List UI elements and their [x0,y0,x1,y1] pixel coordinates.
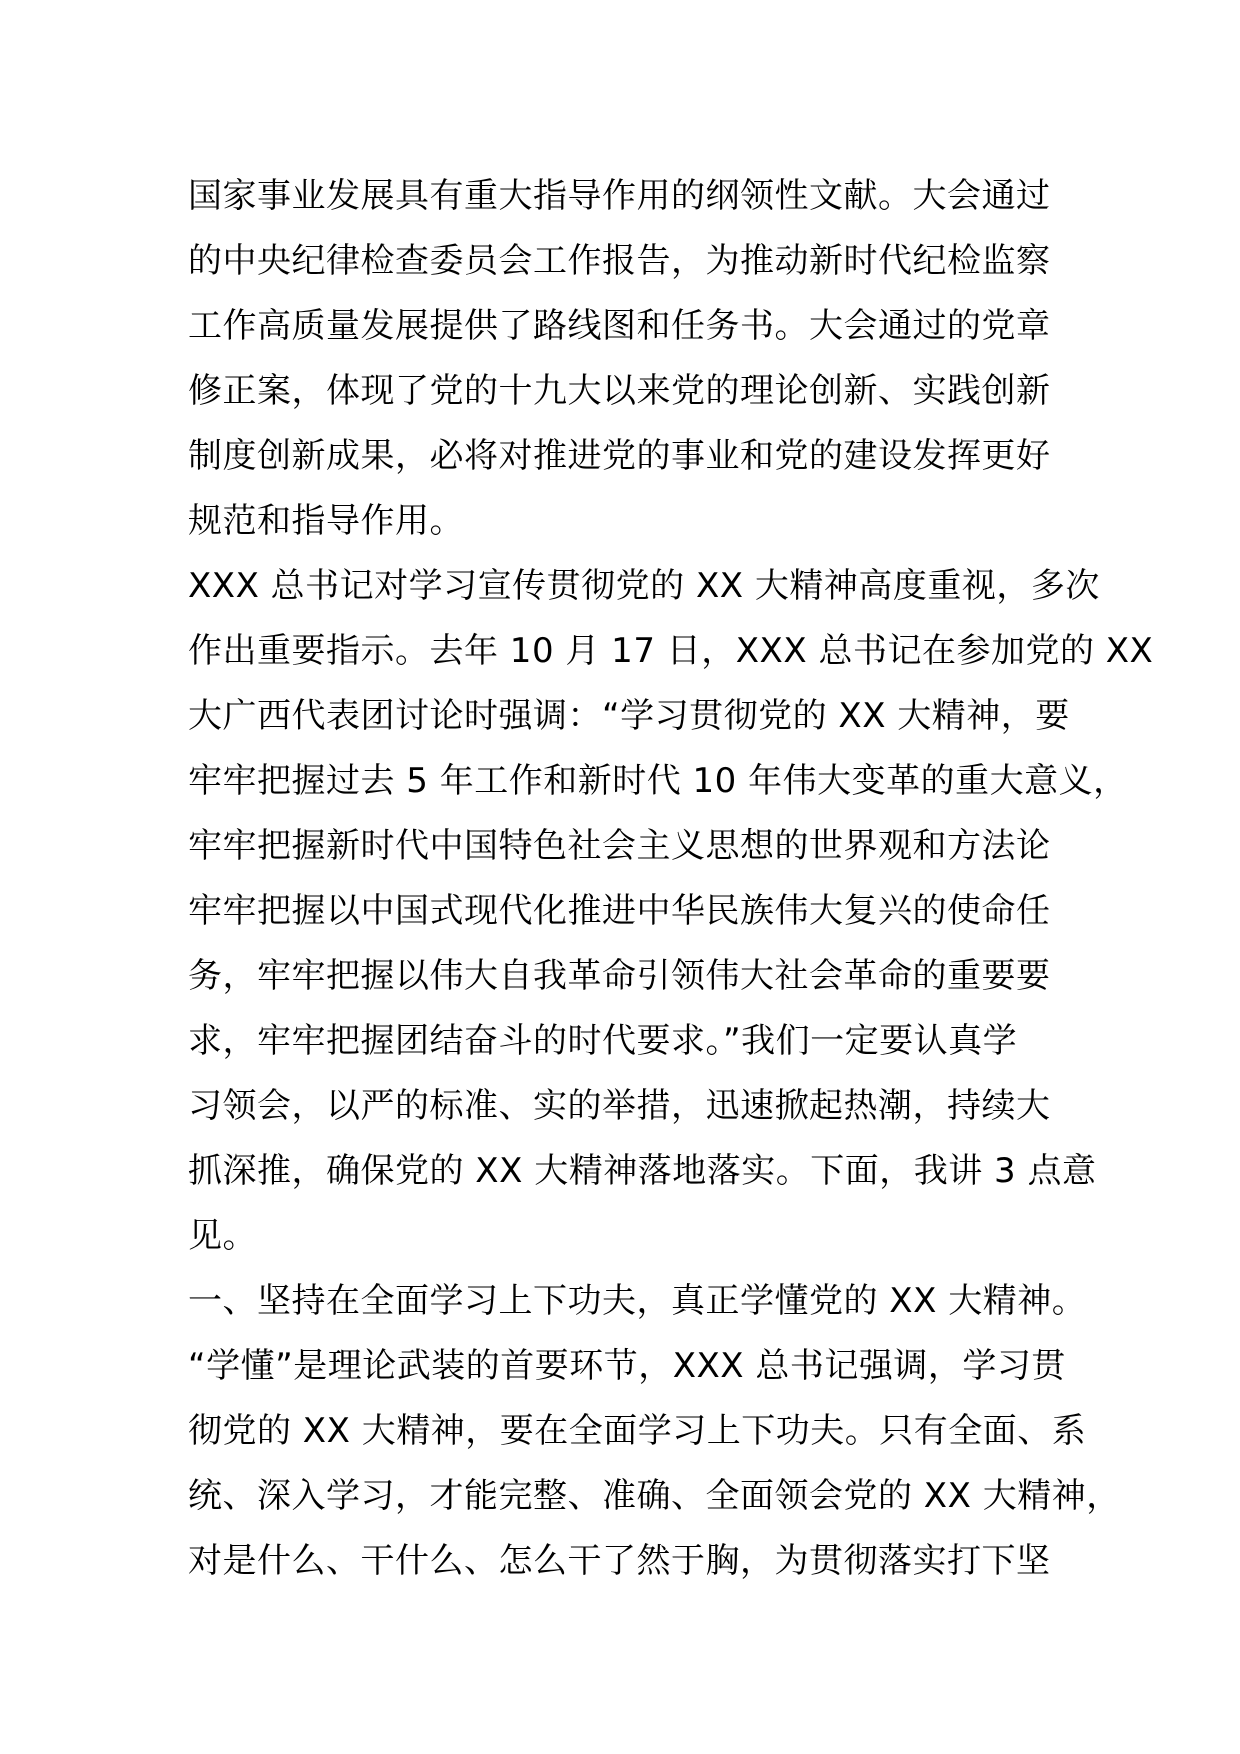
text-line: 牢牢把握新时代中国特色社会主义思想的世界观和方法论 [188,826,1051,866]
text-line: 牢牢把握过去 5 年工作和新时代 10 年伟大变革的重大意义， [188,761,1128,801]
text-line: 见。 [188,1216,257,1256]
text-line: 一、坚持在全面学习上下功夫，真正学懂党的 XX 大精神。 [188,1281,1087,1321]
text-line: 抓深推，确保党的 XX 大精神落地落实。下面，我讲 3 点意 [188,1151,1097,1191]
text-line: 制度创新成果，必将对推进党的事业和党的建设发挥更好 [188,436,1051,476]
text-line: 工作高质量发展提供了路线图和任务书。大会通过的党章 [188,306,1051,346]
text-line: 规范和指导作用。 [188,501,464,541]
text-line: 彻党的 XX 大精神，要在全面学习上下功夫。只有全面、系 [188,1411,1087,1451]
text-line: “学懂”是理论武装的首要环节，XXX 总书记强调，学习贯 [188,1346,1066,1386]
text-line: 习领会，以严的标准、实的举措，迅速掀起热潮，持续大 [188,1086,1051,1126]
text-line: 大广西代表团讨论时强调：“学习贯彻党的 XX 大精神，要 [188,696,1070,736]
text-line: 修正案，体现了党的十九大以来党的理论创新、实践创新 [188,371,1051,411]
text-line: 牢牢把握以中国式现代化推进中华民族伟大复兴的使命任 [188,891,1051,931]
text-line: 对是什么、干什么、怎么干了然于胸，为贯彻落实打下坚 [188,1541,1051,1581]
text-line: XXX 总书记对学习宣传贯彻党的 XX 大精神高度重视，多次 [188,566,1100,606]
text-line: 国家事业发展具有重大指导作用的纲领性文献。大会通过 [188,176,1051,216]
text-line: 统、深入学习，才能完整、准确、全面领会党的 XX 大精神， [188,1476,1121,1516]
text-line: 求，牢牢把握团结奋斗的时代要求。”我们一定要认真学 [188,1021,1018,1061]
document-body [188,164,1154,1594]
text-line: 作出重要指示。去年 10 月 17 日，XXX 总书记在参加党的 XX [188,631,1154,671]
text-line: 务，牢牢把握以伟大自我革命引领伟大社会革命的重要要 [188,956,1051,996]
text-line: 的中央纪律检查委员会工作报告，为推动新时代纪检监察 [188,241,1051,281]
